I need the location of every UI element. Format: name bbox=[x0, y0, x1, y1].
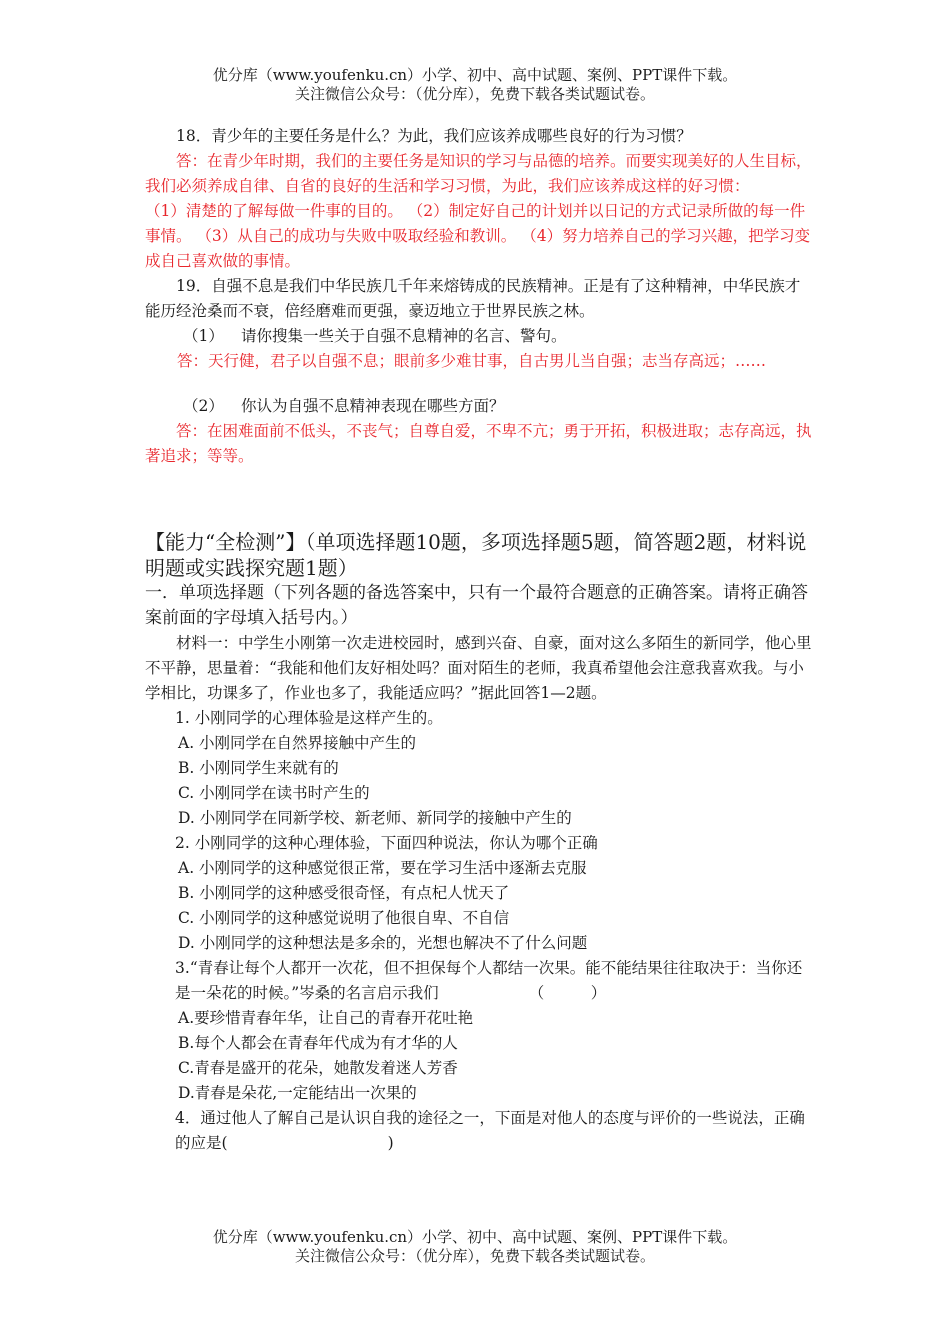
q3-option-d: D.青春是朵花,一定能结出一次果的 bbox=[178, 1084, 417, 1102]
q19-question: 19．自强不息是我们中华民族几千年来熔铸成的民族精神。正是有了这种精神，中华民族才能历经沧桑而不衰，倍经磨难而更强，豪迈地立于世界民族之林。 bbox=[145, 277, 801, 320]
q2-option-b: B. 小刚同学的这种感受很奇怪，有点杞人忧天了 bbox=[178, 884, 510, 902]
q3-stem bbox=[145, 956, 815, 1006]
footer-line-1: 优分库（www.youfenku.cn）小学、初中、高中试题、案例、PPT课件下载。 bbox=[212, 1228, 738, 1246]
part1-title: 一．单项选择题（下列各题的备选答案中，只有一个最符合题意的正确答案。请将正确答案前面的字母填入括号内。） bbox=[145, 583, 808, 628]
q19-sub2 bbox=[145, 394, 815, 419]
q19-sub1-number: （1） bbox=[183, 327, 224, 345]
q3-answer-paren: （ ） bbox=[528, 984, 607, 1002]
q18-question: 18．青少年的主要任务是什么？为此，我们应该养成哪些良好的行为习惯？ bbox=[176, 127, 692, 145]
q3-option-b: B.每个人都会在青春年代成为有才华的人 bbox=[178, 1034, 458, 1052]
footer-line-2: 关注微信公众号：（优分库），免费下载各类试题试卷。 bbox=[294, 1247, 655, 1265]
page-footer bbox=[0, 1228, 950, 1266]
q3-option-a: A.要珍惜青春年华，让自己的青春开花吐艳 bbox=[178, 1009, 474, 1027]
q2-option-a: A. 小刚同学的这种感觉很正常，要在学习生活中逐渐去克服 bbox=[178, 859, 587, 877]
header-line-1: 优分库（www.youfenku.cn）小学、初中、高中试题、案例、PPT课件下载。 bbox=[212, 66, 738, 84]
q4-stem-text: 4．通过他人了解自己是认识自我的途径之一，下面是对他人的态度与评价的一些说法，正确的应是( bbox=[175, 1109, 805, 1152]
q4-stem-end: ) bbox=[387, 1134, 394, 1152]
section-title: 【能力“全检测”】（单项选择题10题，多项选择题5题，简答题2题，材料说明题或实践探究题1题） bbox=[145, 530, 807, 580]
q19-sub1 bbox=[145, 324, 815, 349]
q1-option-d: D. 小刚同学在同新学校、新老师、新同学的接触中产生的 bbox=[178, 809, 572, 827]
q2-stem: 2. 小刚同学的这种心理体验，下面四种说法，你认为哪个正确 bbox=[175, 834, 598, 852]
material-1: 材料一：中学生小刚第一次走进校园时，感到兴奋、自豪，面对这么多陌生的新同学，他心里不平静，思量着：“我能和他们友好相处吗？面对陌生的老师，我真希望他会注意我喜欢我。与小学相比，功课多了，作业也多了，我能适应吗？”据此回答1—2题。 bbox=[145, 634, 812, 702]
q2-option-c: C. 小刚同学的这种感觉说明了他很自卑、不自信 bbox=[178, 909, 510, 927]
q1-stem: 1. 小刚同学的心理体验是这样产生的。 bbox=[175, 709, 443, 727]
header-line-2: 关注微信公众号：（优分库），免费下载各类试题试卷。 bbox=[294, 85, 655, 103]
q18-points: （1）清楚的了解每做一件事的目的。 （2）制定好自己的计划并以日记的方式记录所做的每一件事情。 （3）从自己的成功与失败中吸取经验和教训。 （4）努力培养自己的学习兴趣，把学习变成自己喜欢做的事情。 bbox=[145, 202, 811, 270]
q19-sub2-answer: 答：在困难面前不低头，不丧气；自尊自爱，不卑不亢；勇于开拓，积极进取；志存高远，执著追求；等等。 bbox=[145, 422, 812, 465]
q1-option-a: A. 小刚同学在自然界接触中产生的 bbox=[178, 734, 417, 752]
q18-answer: 答：在青少年时期，我们的主要任务是知识的学习与品德的培养。而要实现美好的人生目标，我们必须养成自律、自省的良好的生活和学习习惯，为此，我们应该养成这样的好习惯： bbox=[145, 152, 812, 195]
q19-sub1-text: 请你搜集一些关于自强不息精神的名言、警句。 bbox=[241, 327, 567, 345]
document-body bbox=[145, 124, 815, 1156]
q19-sub2-text: 你认为自强不息精神表现在哪些方面？ bbox=[241, 397, 505, 415]
q3-option-c: C.青春是盛开的花朵，她散发着迷人芳香 bbox=[178, 1059, 458, 1077]
q1-option-c: C. 小刚同学在读书时产生的 bbox=[178, 784, 370, 802]
q4-stem bbox=[145, 1106, 815, 1156]
q1-option-b: B. 小刚同学生来就有的 bbox=[178, 759, 339, 777]
q3-stem-text: 3.“青春让每个人都开一次花，但不担保每个人都结一次果。能不能结果往往取决于：当你还是一朵花的时候。”岑桑的名言启示我们 bbox=[175, 959, 803, 1002]
q19-sub1-answer: 答：天行健，君子以自强不息；眼前多少难甘事，自古男儿当自强；志当存高远；…… bbox=[177, 352, 767, 370]
q19-sub2-number: （2） bbox=[183, 397, 224, 415]
page-header bbox=[0, 66, 950, 104]
q2-option-d: D. 小刚同学的这种想法是多余的，光想也解决不了什么问题 bbox=[178, 934, 588, 952]
